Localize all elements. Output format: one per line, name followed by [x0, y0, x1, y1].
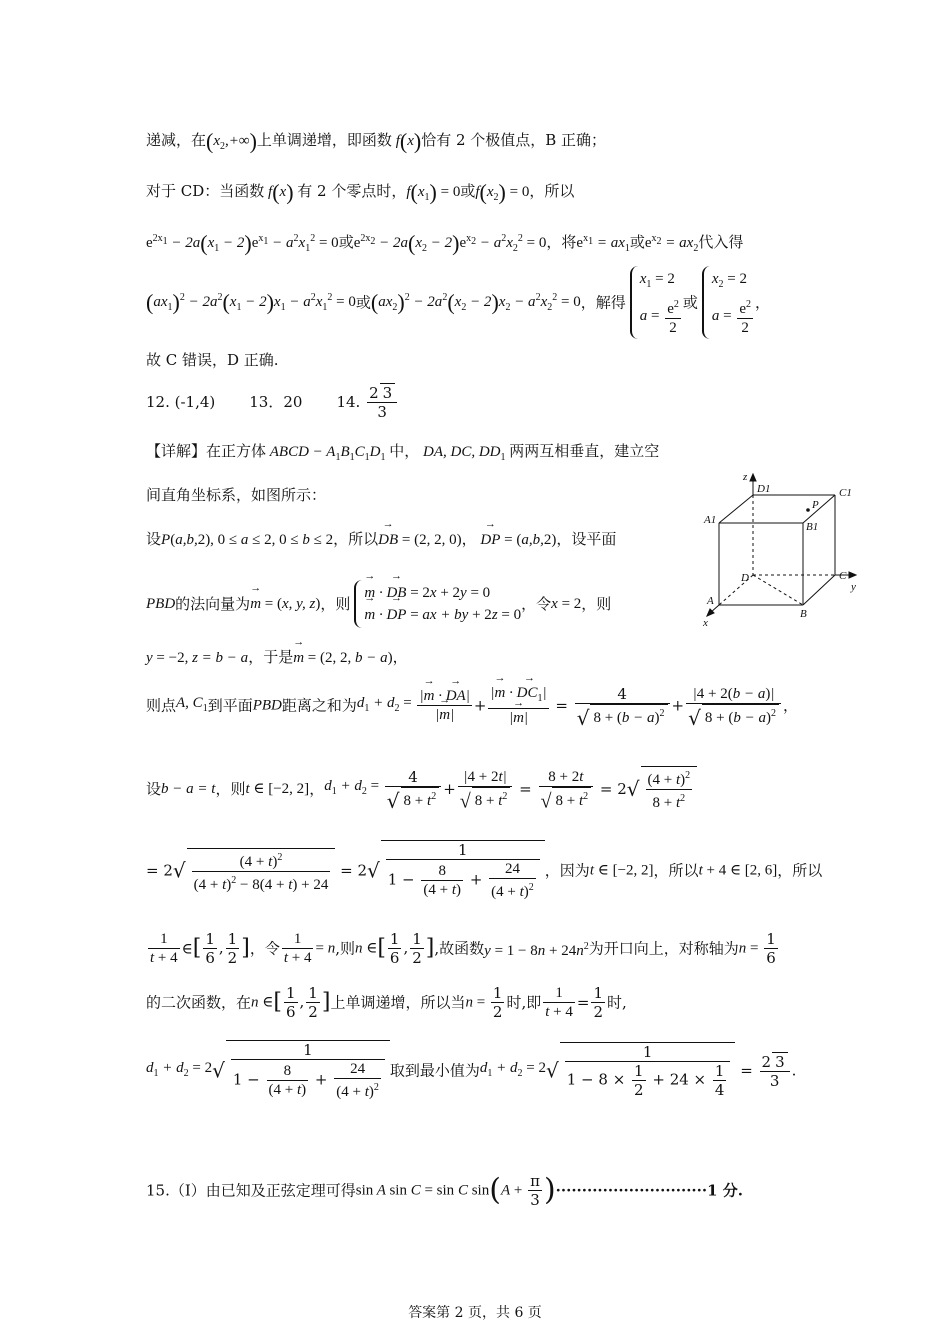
text-segment: 对于 CD：当函数 [146, 182, 265, 200]
edge-D1A1 [719, 495, 753, 523]
text-segment: 【详解】在正方体 [146, 442, 267, 460]
label-D1: D1 [757, 483, 771, 495]
text-segment: 时,即 [506, 993, 542, 1012]
label-x: x [703, 617, 708, 629]
cube-figure [700, 470, 870, 630]
text-line-2: 对于 CD：当函数 f(x) 有 2 个零点时，$f(x_1) = 0$或$f(x_2) = 0$，所以 [146, 179, 575, 205]
text-segment: ，令 [249, 939, 280, 958]
text-line-5: 故 C 错误，D 正确. [146, 351, 279, 369]
text-line-15: $\frac{1}{t + 4}$ ∈[ $\frac{1}{6}$ , $\frac{1}{2}$ ]，令 $\frac{1}{t + 4}$ = n,则n ∈[ $\frac{1}{6}$ , $\frac{1}{2}$ ],故函数$y = 1 - 8n + 24n^2$为开口向上，对称轴为n = $\frac{1}{6}$ [150, 930, 776, 967]
point-P [806, 508, 810, 512]
text-segment: ，则 [581, 595, 612, 613]
text-line-3: $e^{2x_1} - 2a(x_1 - 2)e^{x_1} - a^2x_1^2 = 0$或$e^{2x_2} - 2a(x_2 - 2)e^{x_2} - a^2x_2^2 = 0$，将$e^{x_1} = ax_1$或$e^{x_2} = ax_2$代入得 [146, 230, 744, 256]
text-segment: 上单调递增，所以当 [330, 993, 466, 1012]
text-segment: 为开口向上，对称轴为 [588, 939, 739, 958]
text-segment: ，于是 [248, 648, 294, 666]
text-segment: 取到最小值为 [389, 1061, 480, 1080]
label-P: P [812, 499, 819, 511]
answer-12: 12. (-1,4) [146, 393, 216, 411]
text-segment: ，所以 [529, 182, 575, 200]
text-line-13: 设b − a = t，则t ∈ [−2, 2]，$d_1 + d_2$ = $\frac{4}{√ 8 + t^2}$ + $\frac{|4 + 2t|}{√ 8 + t^2}$ = $\frac{8 + 2t}{√ 8 + t^2}$ = 2√ $\frac{(4 + t)^2}{8 + t^2}$ [146, 766, 697, 812]
answer-13: 13．20 [249, 393, 303, 411]
answer-14: 14. [336, 393, 361, 411]
text-segment: 代入得 [698, 233, 744, 251]
text-segment: 的法向量为 [175, 595, 251, 613]
text-line-1: 递减，在$(x_2,+\infty)$上单调递增，即函数 f(x)恰有 2 个极值点，B 正确； [146, 128, 607, 154]
axis-y-arrow [849, 572, 856, 578]
text-segment: 递减，在 [146, 131, 207, 149]
text-segment: ，令 [521, 595, 552, 613]
text-segment: 或 [629, 233, 645, 251]
text-line-7: 【详解】在正方体 ABCD − $A_1B_1C_1D_1$ 中， DA, DC, $DD_1$ 两两互相垂直，建立空 [146, 442, 660, 463]
text-segment: 或 [460, 182, 476, 200]
text-segment: 有 2 个零点时， [297, 182, 407, 200]
text-segment: 的二次函数，在 [146, 993, 252, 1012]
text-line-12: 则点A, $C_1$到平面PBD距离之和为$d_1 + d_2$ = $\frac{|\to m \cdot \to DA|}{|\to m|}$ + $\frac{|\to m \cdot \to DC_1|}{|\to m|}$ = $\frac{4}{√ 8 + (b - a)^2}$ + $\frac{|4 + 2(b - a)|}{√ 8 + (b - a)^2}$ ， [146, 684, 798, 727]
diagonal-DB [753, 575, 803, 605]
text-segment: ，所以 [653, 861, 699, 880]
label-D: D [741, 572, 749, 584]
score-marker: ·····························1 分. [555, 1181, 743, 1200]
text-segment: ，则 [215, 780, 246, 798]
label-C: C [839, 570, 847, 582]
text-segment: 或 [682, 293, 698, 312]
text-segment: 或 [355, 293, 371, 312]
text-segment: ,故函数 [434, 939, 485, 958]
text-segment: 恰有 2 个极值点，B 正确； [421, 131, 607, 149]
label-C1: C1 [839, 487, 852, 499]
axis-z-arrow [750, 474, 756, 481]
text-segment: ，所以 [777, 861, 823, 880]
text-segment: 或 [338, 233, 354, 251]
text-line-9: 设P(a,b,2), 0 ≤ a ≤ 2, 0 ≤ b ≤ 2，所以→ DB = (2, 2, 0)， → DP = (a,b,2)，设平面 [146, 529, 616, 550]
label-A: A [707, 595, 714, 607]
text-line-10: PBD的法向量为→ m = (x, y, z)，则 → m · → DB = 2x + 2y = 0 → m · → DP = ax + by + 2z = 0 ，令x = 2，则 [146, 580, 611, 628]
text-line-16: 的二次函数，在n ∈[ $\frac{1}{6}$ , $\frac{1}{2}$ ]上单调递增，所以当n = $\frac{1}{2}$ 时,即 $\frac{1}{t + 4}$ = $\frac{1}{2}$ 时, [146, 984, 627, 1021]
text-segment: 15.（I）由已知及正弦定理可得 [146, 1181, 356, 1200]
page-footer: 答案第 2 页，共 6 页 [408, 1305, 542, 1321]
text-segment: 两两互相垂直，建立空 [509, 442, 660, 460]
answers-line: 12. (-1,4) 13．20 14. $\frac{2 3}{3}$ [146, 383, 399, 421]
text-segment: ，设平面 [556, 530, 617, 548]
text-line-14: = 2√ $\frac{(4 + t)^2}{(4 + t)^2 - 8(4 + t) + 24}$ = 2√ 1 1 − $\frac{8}{(4 + t)}$ + $\frac{24}{(4 + t)^2}$ ，因为t ∈ [−2, 2]，所以t + 4 ∈ [2, 6]，所以 [146, 841, 823, 900]
text-segment: 距离之和为 [281, 696, 357, 715]
text-segment: 时, [607, 993, 627, 1012]
text-segment: ，将 [546, 233, 577, 251]
text-segment: ，因为 [544, 861, 590, 880]
text-segment: 中， [389, 442, 420, 460]
label-A1: A1 [704, 514, 717, 526]
label-B: B [800, 608, 807, 620]
text-segment: 设 [146, 530, 162, 548]
text-segment: 上单调递增，即函数 [256, 131, 392, 149]
text-segment: ，所以 [333, 530, 379, 548]
text-segment: ，解得 [580, 293, 626, 312]
text-line-4: $(ax_1)^2 - 2a^2(x_1 - 2)x_1 - a^2x_1^2 = 0$或$(ax_2)^2 - 2a^2(x_2 - 2)x_2 - a^2x_2^2 = 0$，解得 $x_1 = 2$ a = $\frac{e^2}{2}$ 或 $x_2 = 2$ a = $\frac{e^2}{2}$ ， [146, 266, 770, 339]
text-line-17: $d_1 + d_2 = 2√$ 1 1 − $\frac{8}{(4 + t)}$ + $\frac{24}{(4 + t)^2}$ 取到最小值为$d_1 + d_2 = 2√$ 1 1 − 8 × $\frac{1}{2}$ + 24 × $\frac{1}{4}$ = $\frac{2 3}{3}$ . [146, 1041, 797, 1100]
question-15-line: 15.（I）由已知及正弦定理可得sin A sin C = sin C sin(A + $\frac{\pi}{3}$ )·····························1 分. [146, 1172, 743, 1209]
label-y: y [851, 581, 856, 593]
label-B1: B1 [806, 521, 819, 533]
text-segment: 设 [146, 780, 162, 798]
label-z: z [743, 471, 748, 483]
text-segment: 到平面 [207, 696, 253, 715]
text-segment: 则点 [146, 696, 177, 715]
text-line-11: y = −2, z = b − a，于是→ m = (2, 2, b − a)， [146, 647, 408, 668]
edge-BC [803, 575, 835, 605]
text-segment: ，则 [320, 595, 351, 613]
text-segment: ,则 [335, 939, 355, 958]
text-line-8: 间直角坐标系，如图所示： [146, 486, 327, 504]
